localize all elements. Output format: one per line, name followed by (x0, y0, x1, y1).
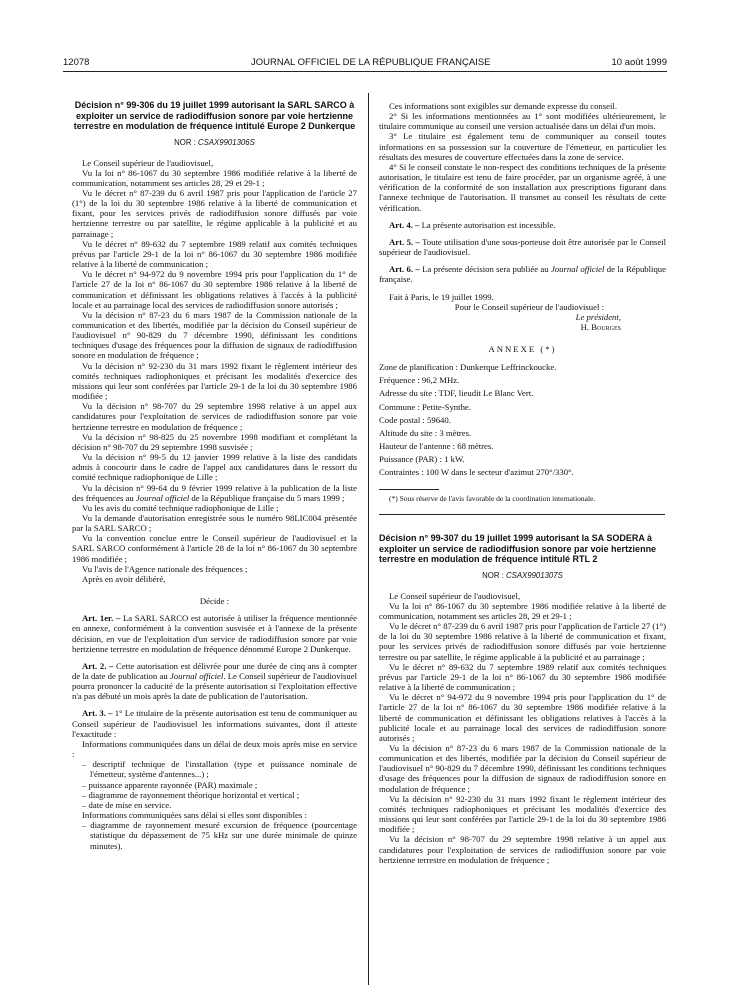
nor-code: CSAX9901306S (198, 137, 255, 147)
considerant: Vu la décision n° 87-23 du 6 mars 1987 de la Commission nationale de la communication et des libertés, modifiée par la décision du Conseil supérieur de l'audiovisuel n° 90-829 du 7 décembre 1990, définissant les conditions techniques d'usage des fréquences pour la diffusion de signaux de radiodiffusion sonore en modulation de fréquence ; (72, 309, 357, 361)
list-item: – diagramme de rayonnement mesuré excursion de fréquence (pourcentage statistique du dépassement de 75 kHz sur une durée minimale de quinze minutes). (82, 820, 357, 851)
signature-role (379, 312, 666, 322)
considerant: Vu le décret n° 87-239 du 6 avril 1987 pris pour l'application de l'article 27 (1°) de la loi du 30 septembre 1986 relative à la liberté de communication et fixant, pour les services privés de radiodiffusion sonore diffusés par voie hertzienne terrestre ou par satellite, le régime applicable à la publicité et au parrainage ; (72, 187, 357, 239)
paragraph: 2° Si les informations mentionnées au 1° sont modifiées ultérieurement, le titulaire communique au conseil une version actualisée dans un délai d'un mois. (379, 111, 666, 132)
right-column (379, 101, 666, 865)
article-text: Toute utilisation d'une sous-porteuse doit être autorisée par le Conseil supérieur de l'audiovisuel. (379, 236, 666, 258)
decision-title: Décision n° 99-306 du 19 juillet 1999 autorisant la SARL SARCO à exploiter un service de radiodiffusion sonore par voie hertzienne terrestre en modulation de fréquence intitulé Europe 2 Dunkerque (73, 100, 356, 131)
considerant: Vu la loi n° 86-1067 du 30 septembre 1986 modifiée relative à la liberté de communication, notamment ses articles 28, 29 et 29-1 ; (72, 167, 357, 188)
annexe-line: Adresse du site : TDF, lieudit Le Blanc Vert. (379, 388, 534, 399)
article-label: Art. 6. – (389, 264, 420, 275)
header-rule (63, 71, 667, 72)
place-date: Fait à Paris, le 19 juillet 1999. (389, 291, 494, 302)
article-3 (72, 708, 357, 738)
considerant: Vu la décision n° 98-707 du 29 septembre 1998 relative à un appel aux candidatures pour l'exploitation de services de radiodiffusion sonore par voie hertzienne terrestre en modulation de fréquence ; (379, 834, 666, 865)
paragraph: 3° Le titulaire est également tenu de communiquer au conseil toutes informations en sa possession sur la couverture de l'émetteur, en particulier les résultats des mesures de couverture effectuées dans la zone de service. (379, 131, 666, 162)
considerant (72, 483, 357, 503)
annexe-line: Zone de planification : Dunkerque Leffrinckoucke. (379, 362, 557, 373)
nor-label: NOR : (174, 137, 196, 147)
list-item: – descriptif technique de l'installation (type et puissance nominale de l'émetteur, système d'antennes...) ; (82, 759, 357, 780)
considerant: Vu la loi n° 86-1067 du 30 septembre 1986 modifiée relative à la liberté de communication, notamment ses articles 28, 29 et 29-1 ; (379, 600, 666, 621)
journal-title: JOURNAL OFFICIEL DE LA RÉPUBLIQUE FRANÇAISE (251, 57, 491, 68)
considerant: Après en avoir délibéré, (82, 573, 166, 584)
journal-ref: Journal officiel (169, 671, 224, 681)
page-header (63, 57, 667, 71)
considerant: Vu le décret n° 94-972 du 9 novembre 1994 pris pour l'application du 1° de l'article 27 de la loi n° 86-1067 du 30 septembre 1986 modifiée relative à la liberté de communication et définissant les obligations relatives à l'accès à la publicité locale et au parrainage local des services de radiodiffusion sonore autorisés ; (379, 692, 666, 743)
article-2 (72, 661, 357, 702)
journal-ref: Journal officiel (550, 264, 605, 275)
considerant: Vu la décision n° 92-230 du 31 mars 1992 fixant le règlement intérieur des comités techniques radiophoniques et précisant les modalités d'exercice des missions qui leur sont conférées par l'article 29-1 de la loi du 30 septembre 1986 modifiée ; (379, 793, 666, 835)
considerants (72, 158, 357, 585)
annexe-line: Puissance (PAR) : 1 kW. (379, 453, 465, 464)
article-text: Cette autorisation est délivrée pour une durée de cinq ans à compter de la date de publication au (72, 660, 358, 681)
considerant: Le Conseil supérieur de l'audiovisuel, (389, 590, 521, 601)
considerant: Vu la décision n° 98-707 du 29 septembre 1998 relative à un appel aux candidatures pour l'exploitation de services de radiodiffusion sonore par voie hertzienne terrestre en modulation de fréquence ; (72, 401, 357, 432)
annexe-line: Fréquence : 96,2 MHz. (379, 375, 460, 386)
signature-role-text: Le président, (575, 311, 621, 322)
nor-code: CSAX9901307S (506, 570, 563, 580)
signature-for: Pour le Conseil supérieur de l'audiovisuel : (454, 301, 604, 312)
footnote: (*) Sous réserve de l'avis favorable de la coordination internationale. (389, 494, 596, 504)
article-text: La présente autorisation est incessible. (419, 219, 556, 230)
article-6 (379, 264, 666, 284)
considerant: Vu le décret n° 89-632 du 7 septembre 1989 relatif aux comités techniques prévus par l'article 29-1 de la loi n° 86-1067 du 30 septembre 1986 modifiée relative à la liberté de communication ; (72, 238, 357, 270)
considerant: Vu le décret n° 94-972 du 9 novembre 1994 pris pour l'application du 1° de l'article 27 de la loi n° 86-1067 du 30 septembre 1986 relative à la liberté de communication et définissant les obligations relatives à l'accès à la publicité locale et au parrainage local des services de radiodiffusion sonore autorisés ; (72, 269, 357, 310)
considerant: Vu les avis du comité technique radiophonique de Lille ; (82, 502, 279, 513)
decision-title-2: Décision n° 99-307 du 19 juillet 1999 autorisant la SA SODERA à exploiter un service de radiodiffusion sonore par voie hertzienne terrestre en modulation de fréquence intitulé RTL 2 (379, 533, 657, 565)
considerant: Vu la décision n° 92-230 du 31 mars 1992 fixant le règlement intérieur des comités techniques radiophoniques et précisant les modalités d'exercice des missions qui leur sont conférées par l'article 29-1 de la loi du 30 septembre 1986 modifiée ; (72, 360, 357, 402)
list-item: – puissance apparente rayonnée (PAR) maximale ; (82, 779, 258, 790)
article-text: 1° Le titulaire de la présente autorisation est tenu de communiquer au Conseil supérieur de l'audiovisuel les informations suivantes, dont il atteste l'exactitude : (72, 708, 358, 739)
article-text: . Le Conseil supérieur de l'audiovisuel pourra prononcer la caducité de la présente autorisation si l'exploitation effective n'a pas débuté un mois après la date de publication de l'autorisation. (72, 671, 358, 702)
annexe-line: Commune : Petite-Synthe. (379, 401, 471, 412)
info-list-heading: Informations communiquées sans délai si elles sont disponibles : (82, 810, 307, 821)
annexe-line: Contraintes : 100 W dans le secteur d'azimut 270°/330°. (379, 467, 574, 478)
journal-ref: Journal officiel (135, 492, 190, 503)
considerant: Vu la décision n° 87-23 du 6 mars 1987 de la Commission nationale de la communication et des libertés, modifiée par la décision du Conseil supérieur de l'audiovisuel n° 90-829 du 7 décembre 1990, définissant les conditions techniques d'usage des fréquences pour la diffusion de signaux de radiodiffusion sonore en modulation de fréquence ; (379, 742, 666, 794)
nor-reference-2 (379, 571, 666, 580)
text-span: Vu la décision n° 99-64 du 9 février 1999 relative à la publication de la liste des fréquences au (72, 482, 357, 503)
considerant: Vu le décret n° 87-239 du 6 avril 1987 pris pour l'application de l'article 27 (1°) de la loi du 30 septembre 1986 relative à la liberté de communication et fixant, pour les services privés de radiodiffusion sonore diffusés par voie hertzienne terrestre ou par satellite, le régime applicable à la publicité et au parrainage ; (379, 621, 666, 662)
article-text: de la République française. (379, 264, 666, 285)
considerant: Vu l'avis de l'Agence nationale des fréquences ; (82, 563, 248, 574)
article-label: Art. 2. – (82, 660, 114, 671)
annexe-list (379, 361, 666, 479)
annexe-line: Altitude du site : 3 mètres. (379, 427, 472, 438)
considerant: Vu la convention conclue entre le Conseil supérieur de l'audiovisuel et la SARL SARCO conformément à l'article 28 de la loi n° 86-1067 du 30 septembre 1986 modifiée ; (72, 533, 357, 564)
annexe-line: Hauteur de l'antenne : 68 mètres. (379, 440, 494, 451)
article-5 (379, 237, 666, 257)
annexe-line: Code postal : 59640. (379, 414, 451, 425)
info-list-heading: Informations communiquées dans un délai de deux mois après mise en service : (72, 738, 357, 760)
considerant: Le Conseil supérieur de l'audiovisuel, (82, 157, 214, 168)
decide-heading: Décide : (199, 596, 230, 607)
footnote-rule (379, 489, 439, 490)
considerant: Vu le décret n° 89-632 du 7 septembre 1989 relatif aux comités techniques prévus par l'article 29-1 de la loi n° 86-1067 du 30 septembre 1986 modifiée relative à la liberté de communication ; (379, 661, 666, 693)
article-1 (72, 613, 357, 654)
signature-name: H. Bourges (580, 321, 621, 332)
annexe-title: ANNEXE (*) (488, 344, 557, 355)
list-item: – diagramme de rayonnement théorique horizontal et vertical ; (82, 789, 300, 800)
paragraph: Ces informations sont exigibles sur demande expresse du conseil. (389, 101, 618, 111)
considerant: Vu la décision n° 98-825 du 25 novembre 1998 modifiant et complétant la décision n° 98-707 du 29 septembre 1998 susvisée ; (72, 431, 357, 452)
page-number: 12078 (63, 57, 90, 68)
considerant: Vu la demande d'autorisation enregistrée sous le numéro 98LIC004 présentée par la SARL SARCO ; (72, 512, 357, 534)
left-column (72, 100, 357, 851)
article-label: Art. 5. – (389, 236, 420, 247)
nor-label: NOR : (482, 570, 504, 580)
list-item: – date de mise en service. (82, 799, 172, 810)
issue-date: 10 août 1999 (611, 57, 667, 68)
article-4 (379, 220, 666, 230)
considerant: Vu la décision n° 99-5 du 12 janvier 1999 relative à la liste des candidats admis à concourir dans le cadre de l'appel aux candidatures dans le ressort du comité technique radiophonique de Lille ; (72, 452, 357, 483)
article-label: Art. 1er. – (82, 613, 121, 624)
column-divider (368, 93, 369, 985)
nor-reference (72, 138, 357, 147)
paragraph: 4° Si le conseil constate le non-respect des conditions techniques de la présente autorisation, le titulaire est tenu de faire procéder, par un organisme agréé, à une vérification de la conformité de son installation aux prescriptions figurant dans l'annexe technique de l'autorisation. Il transmet au conseil les résultats de cette vérification. (379, 161, 666, 213)
article-text: La présente décision sera publiée au (419, 264, 551, 275)
text-span: de la République française du 5 mars 1999 ; (189, 492, 345, 503)
article-text: La SARL SARCO est autorisée à utiliser la fréquence mentionnée en annexe, conformément à la convention susvisée et à l'annexe de la présente décision, en vue de l'exploitation d'un service de radiodiffusion sonore par voie hertzienne terrestre en modulation de fréquence dénommé Europe 2 Dunkerque. (72, 613, 358, 654)
article-label: Art. 4. – (389, 219, 420, 230)
article-label: Art. 3. – (82, 708, 113, 719)
